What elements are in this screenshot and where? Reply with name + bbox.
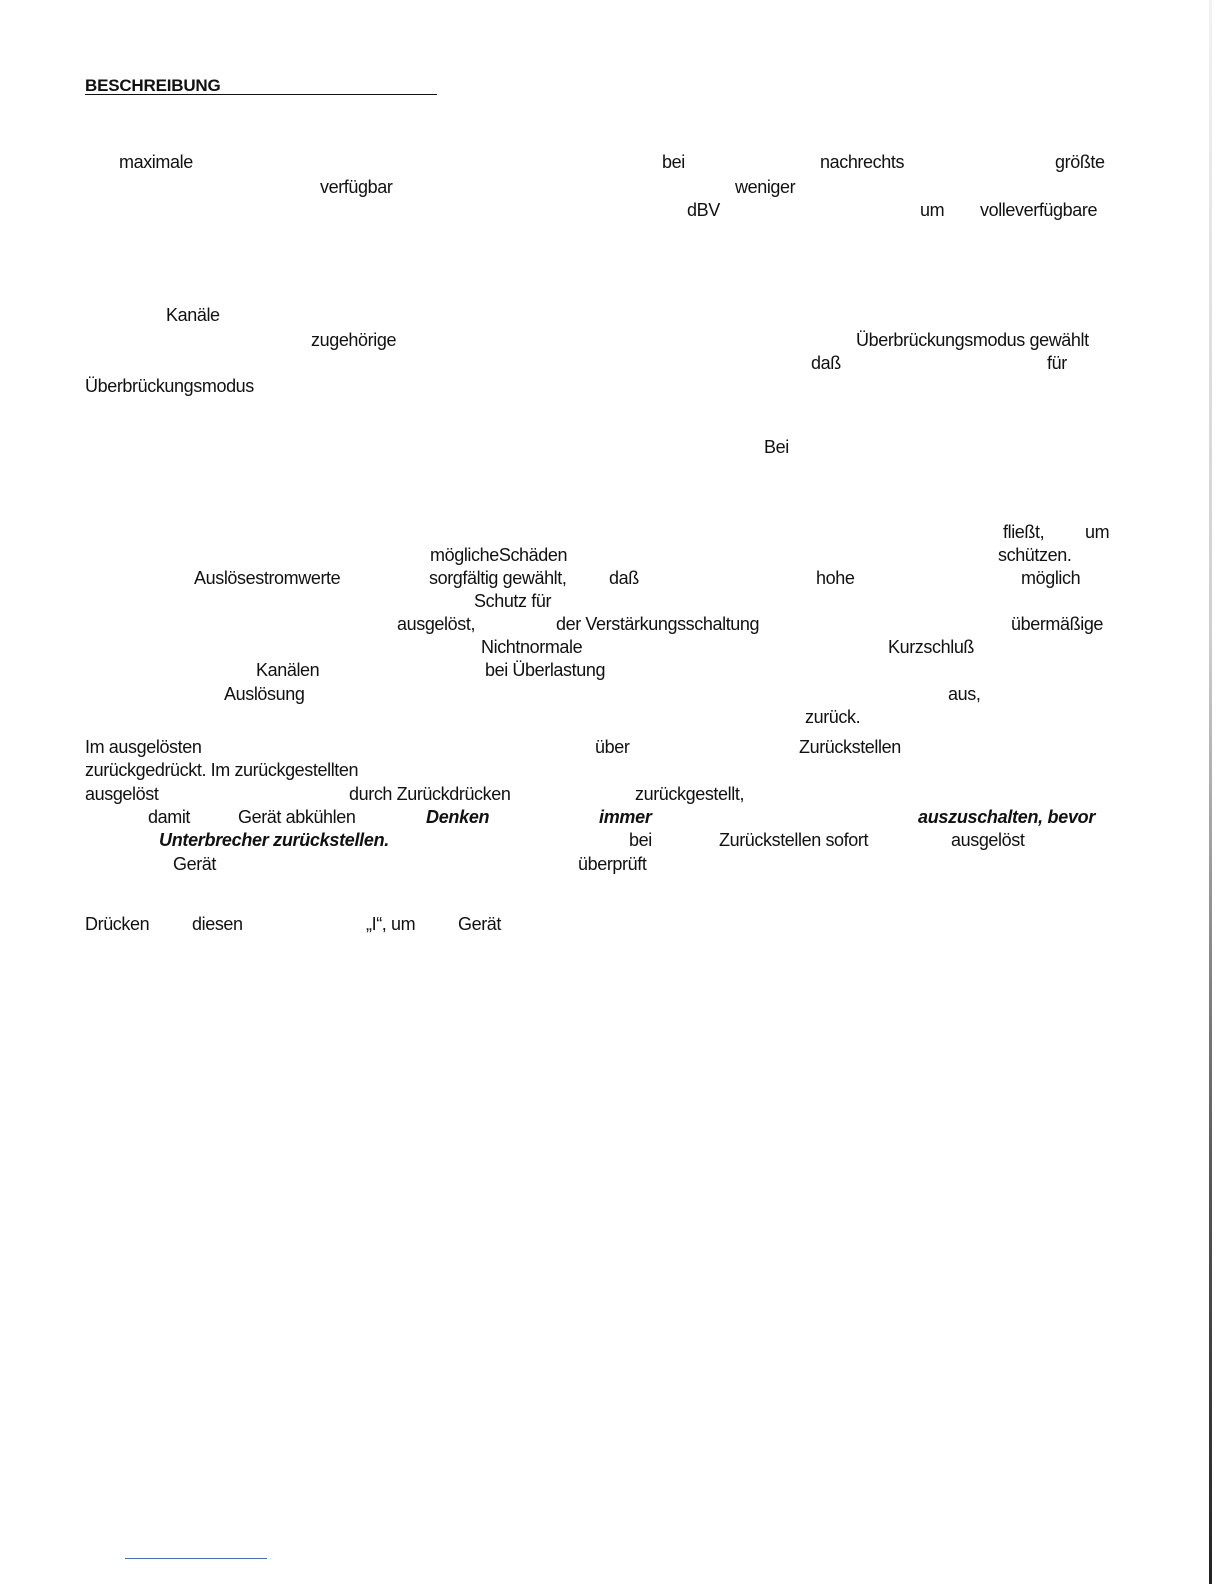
word: zurück. [805, 707, 861, 727]
word: größte [1055, 152, 1105, 172]
word: damit [148, 807, 191, 827]
word: daß [609, 568, 639, 588]
word: Schutz für [474, 591, 552, 611]
word: um [920, 200, 945, 220]
word: Gerät [458, 914, 502, 934]
emphasis-word: Denken [426, 807, 490, 827]
emphasis-word: auszuschalten, bevor [918, 807, 1096, 827]
word: ausgelöst [85, 784, 159, 804]
word: Überbrückungsmodus [85, 376, 254, 396]
word: Auslösestromwerte [194, 568, 341, 588]
word: um [1085, 522, 1110, 542]
emphasis-word: Unterbrecher zurückstellen. [159, 830, 389, 850]
word: maximale [119, 152, 193, 172]
word: „I“, um [366, 914, 416, 934]
word: zugehörige [311, 330, 397, 350]
word: Kurzschluß [888, 637, 975, 657]
word: für [1047, 353, 1067, 373]
scan-edge-bar [1209, 0, 1212, 1584]
word: Auslösung [224, 684, 305, 704]
section-heading: BESCHREIBUNG [85, 76, 221, 95]
word: ausgelöst [951, 830, 1025, 850]
footer-rule [125, 1558, 267, 1559]
word: Gerät [173, 854, 217, 874]
word: Gerät abkühlen [238, 807, 356, 827]
word: Zurückstellen sofort [719, 830, 869, 850]
word: Drücken [85, 914, 150, 934]
word: zurückgestellt, [635, 784, 745, 804]
word: Überbrückungsmodus gewählt [856, 330, 1089, 350]
word: dBV [687, 200, 720, 220]
word: Zurückstellen [799, 737, 901, 757]
word: Bei [764, 437, 789, 457]
word: fließt, [1003, 522, 1045, 542]
word: hohe [816, 568, 855, 588]
word: über [595, 737, 630, 757]
word: weniger [735, 177, 796, 197]
word: übermäßige [1011, 614, 1104, 634]
word: möglicheSchäden [430, 545, 568, 565]
word: bei Überlastung [485, 660, 606, 680]
word: daß [811, 353, 841, 373]
word: bei [629, 830, 652, 850]
word: der Verstärkungsschaltung [556, 614, 760, 634]
word: überprüft [578, 854, 647, 874]
word: verfügbar [320, 177, 393, 197]
word: diesen [192, 914, 243, 934]
word: Im ausgelösten [85, 737, 202, 757]
word: durch Zurückdrücken [349, 784, 511, 804]
word: Kanälen [256, 660, 320, 680]
word: bei [662, 152, 685, 172]
word: nachrechts [820, 152, 905, 172]
heading-underline [85, 94, 437, 95]
word: sorgfältig gewählt, [429, 568, 567, 588]
word: ausgelöst, [397, 614, 476, 634]
word: Kanäle [166, 305, 220, 325]
word: aus, [948, 684, 981, 704]
word: zurückgedrückt. Im zurückgestellten [85, 760, 359, 780]
emphasis-word: immer [599, 807, 652, 827]
word: möglich [1021, 568, 1081, 588]
word: Nichtnormale [481, 637, 583, 657]
word: schützen. [998, 545, 1072, 565]
word: volleverfügbare [980, 200, 1098, 220]
